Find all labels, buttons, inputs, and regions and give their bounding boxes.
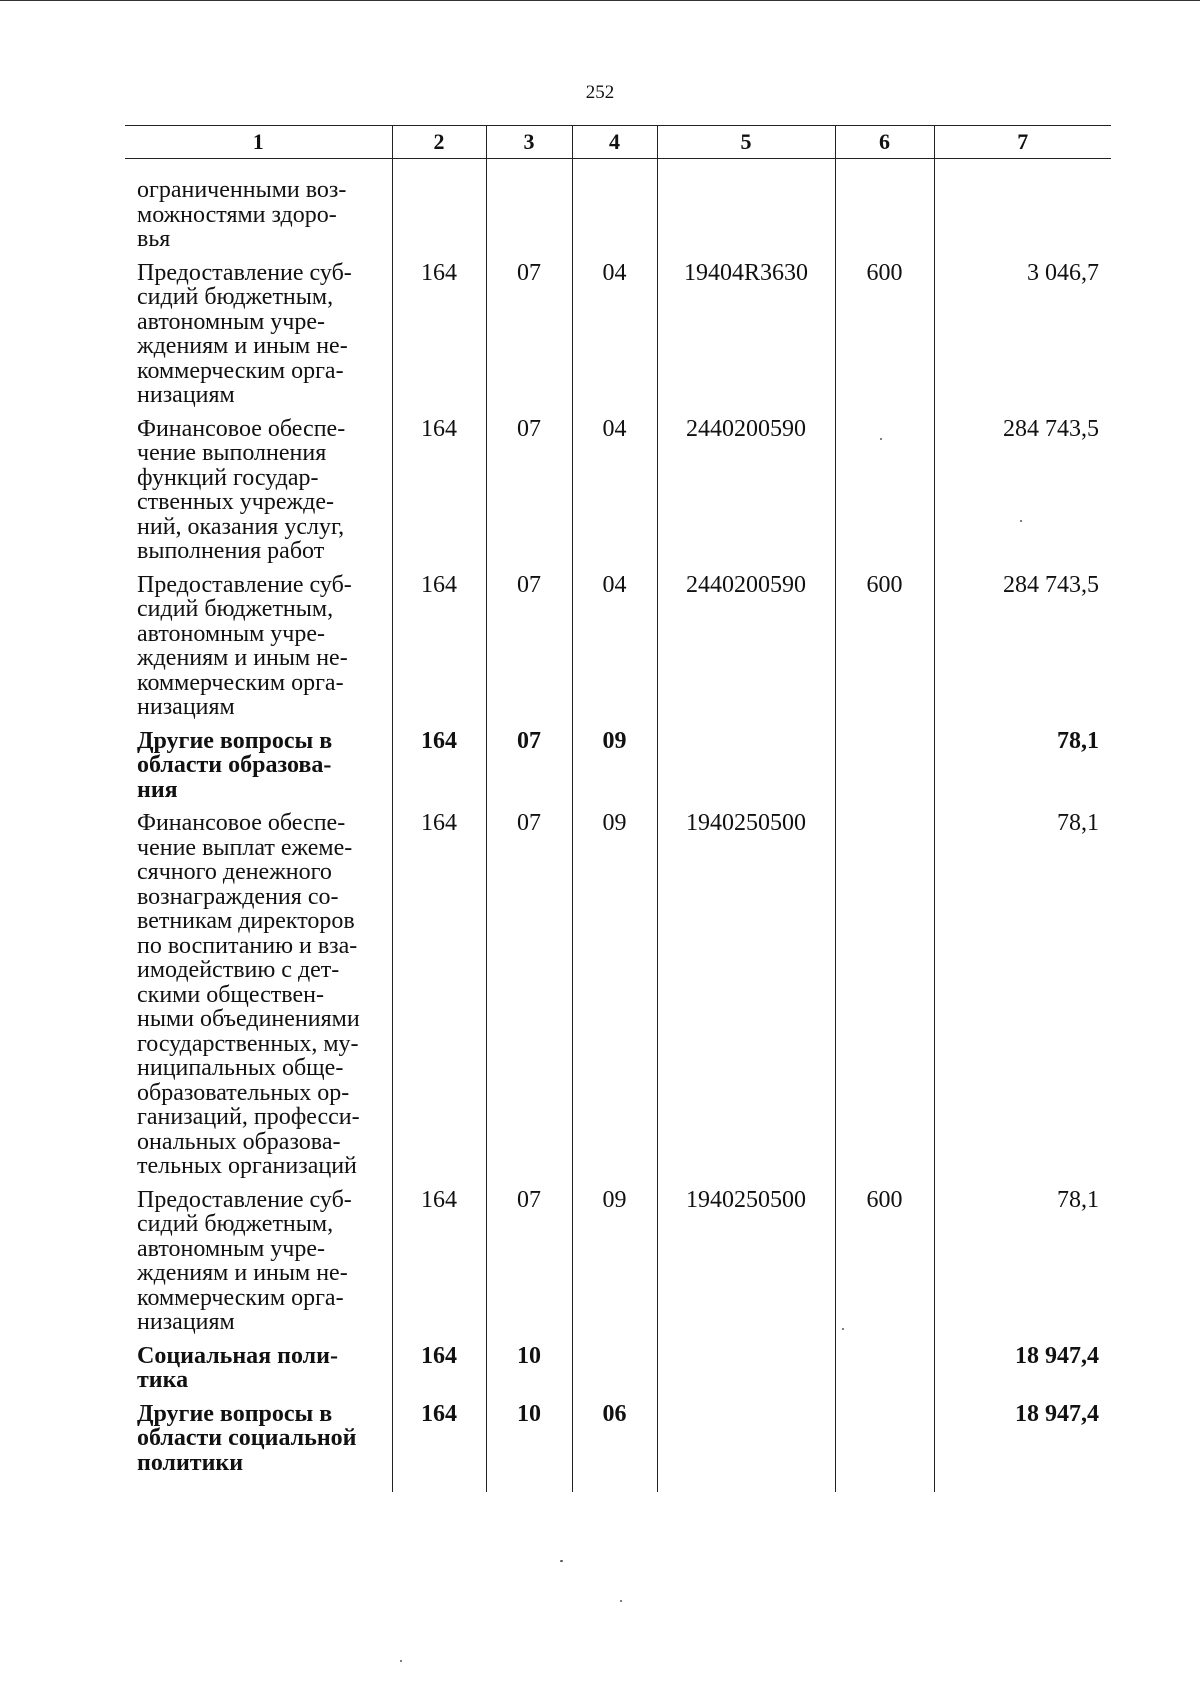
row-code-2: 164 [392,261,486,417]
table-spacer-row [125,159,1111,179]
table-row [125,1188,1111,1344]
column-header-5: 5 [657,126,835,159]
spacer-cell [392,159,486,179]
row-code-5: 19404R3630 [657,261,835,417]
row-code-5 [657,729,835,812]
row-code-2: 164 [392,811,486,1188]
scan-speck [560,1560,563,1562]
spacer-cell [934,159,1111,179]
column-header-3: 3 [486,126,572,159]
column-header-6: 6 [835,126,934,159]
row-code-6 [835,417,934,573]
row-code-6: 600 [835,1188,934,1344]
scan-speck [842,1328,844,1330]
column-header-4: 4 [572,126,657,159]
row-name: Другие вопросы в области социальной политики [137,1400,357,1476]
scan-speck [400,1660,402,1662]
table-row [125,1344,1111,1402]
row-code-2: 164 [392,1402,486,1485]
row-amount: 78,1 [934,729,1111,812]
row-amount: 78,1 [934,811,1111,1188]
page-edge [0,0,1200,1]
table-row [125,261,1111,417]
table-row [125,729,1111,812]
row-code-3 [486,178,572,261]
row-code-5: 1940250500 [657,1188,835,1344]
tail-cell [657,1484,835,1492]
row-code-3: 07 [486,1188,572,1344]
row-code-3: 07 [486,573,572,729]
row-code-4: 04 [572,573,657,729]
table-header [125,126,1111,159]
row-name: ограниченными воз- можностями здоро- вья [137,177,347,252]
scan-speck [880,438,882,440]
tail-cell [125,1484,392,1492]
row-code-4: 06 [572,1402,657,1485]
row-code-3: 07 [486,729,572,812]
row-amount [934,178,1111,261]
tail-cell [934,1484,1111,1492]
row-code-2: 164 [392,1344,486,1402]
row-name: Социальная поли- тика [137,1342,338,1393]
row-code-6 [835,178,934,261]
table-row [125,573,1111,729]
row-code-5 [657,1344,835,1402]
column-header-1: 1 [125,126,392,159]
row-code-6: 600 [835,573,934,729]
page-number: 252 [585,82,615,103]
column-header-7: 7 [934,126,1111,159]
spacer-cell [657,159,835,179]
column-header-2: 2 [392,126,486,159]
row-code-6 [835,1402,934,1485]
row-code-4 [572,1344,657,1402]
spacer-cell [572,159,657,179]
row-code-2: 164 [392,729,486,812]
table-row [125,811,1111,1188]
row-code-3: 10 [486,1344,572,1402]
row-code-2: 164 [392,417,486,573]
scan-speck [1020,520,1022,522]
row-code-6: 600 [835,261,934,417]
tail-cell [392,1484,486,1492]
row-name: Предоставление суб- сидий бюджетным, автономным учре- ждениям и иным не- коммерческим орга- низациям [137,259,352,408]
row-code-5: 2440200590 [657,573,835,729]
row-amount: 284 743,5 [934,573,1111,729]
budget-table-container [125,125,1111,1492]
row-code-3: 10 [486,1402,572,1485]
row-code-5 [657,1402,835,1485]
tail-cell [835,1484,934,1492]
spacer-cell [835,159,934,179]
row-code-4 [572,178,657,261]
row-amount: 78,1 [934,1188,1111,1344]
table-row [125,178,1111,261]
row-code-2: 164 [392,573,486,729]
table-row [125,1402,1111,1485]
row-code-6 [835,729,934,812]
row-code-4: 09 [572,729,657,812]
row-name: Финансовое обеспе- чение выполнения функций государ- ственных учрежде- ний, оказания услуг, выполнения работ [137,415,346,564]
row-amount: 284 743,5 [934,417,1111,573]
scan-speck [620,1600,622,1602]
row-code-4: 04 [572,417,657,573]
row-code-6 [835,1344,934,1402]
tail-cell [486,1484,572,1492]
spacer-cell [125,159,392,179]
row-amount: 18 947,4 [934,1344,1111,1402]
row-name: Предоставление суб- сидий бюджетным, автономным учре- ждениям и иным не- коммерческим орга- низациям [137,571,352,720]
row-code-3: 07 [486,811,572,1188]
row-code-3: 07 [486,417,572,573]
spacer-cell [486,159,572,179]
budget-table [125,125,1111,1492]
row-code-4: 04 [572,261,657,417]
row-amount: 3 046,7 [934,261,1111,417]
row-code-3: 07 [486,261,572,417]
row-code-4: 09 [572,811,657,1188]
table-row [125,417,1111,573]
row-code-5: 2440200590 [657,417,835,573]
row-code-2 [392,178,486,261]
row-code-4: 09 [572,1188,657,1344]
row-code-5: 1940250500 [657,811,835,1188]
row-name: Другие вопросы в области образова- ния [137,727,333,803]
row-name: Финансовое обеспе- чение выплат ежеме- сячного денежного вознаграждения со- ветникам директоров по воспитанию и вза- имодействию с дет- скими обществен- ными объединениями государственных, му- ниципальных обще- образовательных ор- ганизаций, професси- ональных образова- тельных организаций [137,810,360,1179]
row-code-5 [657,178,835,261]
row-code-6 [835,811,934,1188]
tail-cell [572,1484,657,1492]
row-amount: 18 947,4 [934,1402,1111,1485]
table-body [125,159,1111,1493]
row-code-2: 164 [392,1188,486,1344]
table-tail-row [125,1484,1111,1492]
row-name: Предоставление суб- сидий бюджетным, автономным учре- ждениям и иным не- коммерческим орга- низациям [137,1186,352,1335]
